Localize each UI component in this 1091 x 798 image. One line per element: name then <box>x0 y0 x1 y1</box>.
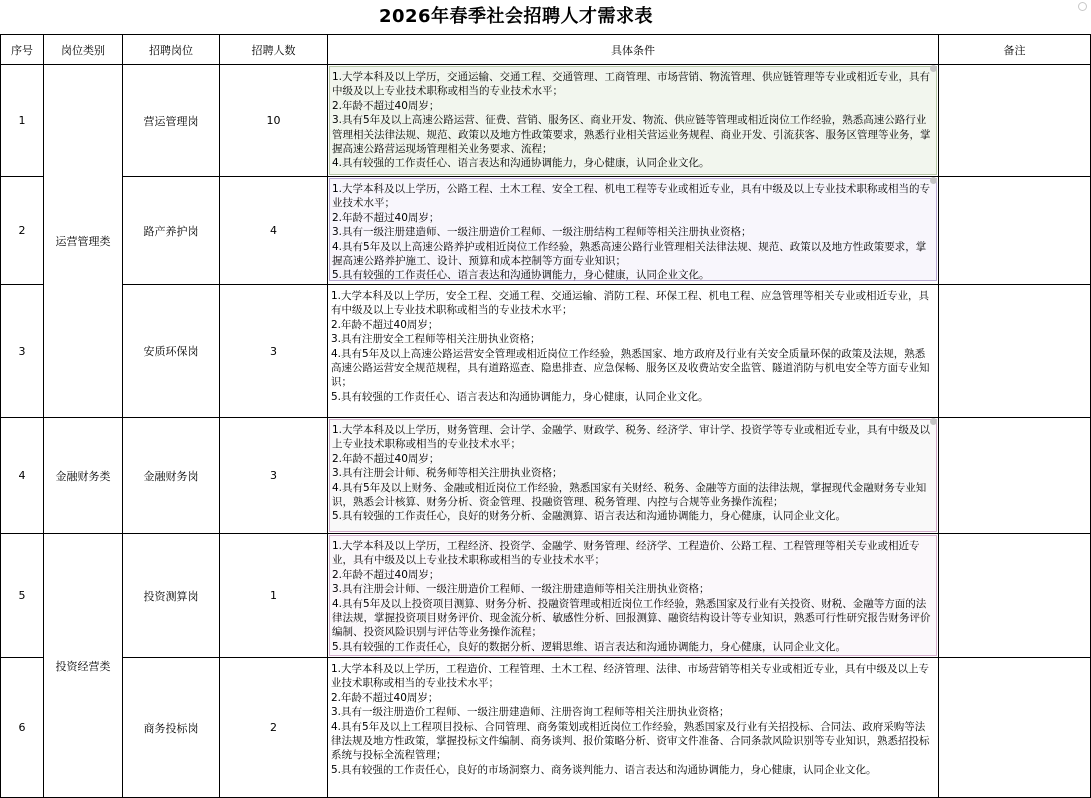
table-row <box>1 658 1091 798</box>
row-seq: 4 <box>1 418 44 534</box>
requirement-line: 2.年龄不超过40周岁； <box>332 568 440 581</box>
position-cell: 营运管理岗 <box>123 65 220 177</box>
row-seq: 1 <box>1 65 44 177</box>
remarks-cell <box>939 418 1091 534</box>
comment-indicator-icon <box>930 65 937 72</box>
count-cell: 4 <box>220 177 328 285</box>
position-cell: 商务投标岗 <box>123 658 220 798</box>
requirement-line: 4.具有5年及以上高速公路养护或相近岗位工作经验，熟悉高速公路行业管理相关法律法规、规范、政策以及地方性政策要求，掌握高速公路养护施工、设计、预算和成本控制等方面专业知识； <box>332 240 927 268</box>
requirement-line: 2.年龄不超过40周岁； <box>331 691 439 704</box>
requirement-line: 3.具有一级注册建造师、一级注册造价工程师、一级注册结构工程师等相关注册执业资格； <box>332 226 752 239</box>
requirements-text <box>329 66 937 175</box>
requirement-line: 4.具有较强的工作责任心、语言表达和沟通协调能力，身心健康，认同企业文化。 <box>332 157 710 170</box>
row-seq: 5 <box>1 534 44 658</box>
remarks-cell <box>939 534 1091 658</box>
requirements-text <box>329 178 937 281</box>
remarks-cell <box>939 65 1091 177</box>
remarks-cell <box>939 285 1091 418</box>
position-cell: 路产养护岗 <box>123 177 220 285</box>
requirement-line: 5.具有较强的工作责任心、语言表达和沟通协调能力，身心健康，认同企业文化。 <box>331 390 709 403</box>
requirement-line: 1.大学本科及以上学历，工程造价、工程管理、土木工程、经济管理、法律、市场营销等相关专业或相近专业，具有中级及以上专业技术职称或相当的专业技术水平； <box>331 663 930 690</box>
requirement-line: 5.具有较强的工作责任心，良好的财务分析、金融测算、语言表达和沟通协调能力，身心健康，认同企业文化。 <box>332 510 847 523</box>
requirement-line: 1.大学本科及以上学历，工程经济、投资学、金融学、财务管理、经济学、工程造价、公路工程、工程管理等相关专业或相近专业，具有中级及以上专业技术职称或相当的专业技术水平； <box>332 540 920 567</box>
requirements-cell <box>328 418 939 534</box>
requirement-line: 4.具有5年及以上高速公路运营安全管理或相近岗位工作经验，熟悉国家、地方政府及行业有关安全质量环保的政策及法规，熟悉高速公路运营安全规范规程，具有道路巡查、隐患排查、应急保畅、服务区及收费站安全监管、隧道消防与机电安全等方面专业知识； <box>331 347 930 389</box>
requirements-cell <box>328 534 939 658</box>
sheet-title: 2026年春季社会招聘人才需求表 <box>378 6 654 27</box>
position-cell: 投资测算岗 <box>123 534 220 658</box>
requirement-line: 5.具有较强的工作责任心，良好的市场洞察力、商务谈判能力、语言表达和沟通协调能力，身心健康，认同企业文化。 <box>331 763 877 776</box>
table-row <box>1 177 1091 285</box>
requirements-table <box>0 34 1091 798</box>
requirement-line: 5.具有较强的工作责任心、语言表达和沟通协调能力，身心健康，认同企业文化。 <box>332 269 710 282</box>
requirement-line: 1.大学本科及以上学历，财务管理、会计学、金融学、财政学、税务、经济学、审计学、投资学等专业或相近专业，具有中级及以上专业技术职称或相当的专业技术水平； <box>332 424 931 451</box>
header-requirements: 具体条件 <box>328 35 939 65</box>
category-cell: 金融财务类 <box>44 418 123 534</box>
requirement-line: 1.大学本科及以上学历，安全工程、交通工程、交通运输、消防工程、环保工程、机电工程、应急管理等相关专业或相近专业，具有中级及以上专业技术职称或相当的专业技术水平； <box>331 290 930 317</box>
requirements-cell <box>328 658 939 798</box>
table-row <box>1 534 1091 658</box>
requirement-line: 3.具有注册会计师、税务师等相关注册执业资格； <box>332 467 563 480</box>
requirement-line: 1.大学本科及以上学历，公路工程、土木工程、安全工程、机电工程等专业或相近专业，具有中级及以上专业技术职称或相当的专业技术水平； <box>332 183 931 210</box>
requirements-text <box>329 535 937 656</box>
requirement-line: 4.具有5年及以上财务、金融或相近岗位工作经验，熟悉国家有关财经、税务、金融等方面的法律法规，掌握现代金融财务专业知识，熟悉会计核算、财务分析、资金管理、投融资管理、税务管理、内控与合规等业务操作流程； <box>332 481 927 509</box>
table-row <box>1 65 1091 177</box>
table-row <box>1 285 1091 418</box>
requirement-line: 2.年龄不超过40周岁； <box>331 318 439 331</box>
header-row <box>1 35 1091 65</box>
requirement-line: 3.具有注册会计师、一级注册造价工程师、一级注册建造师等相关注册执业资格； <box>332 583 710 596</box>
position-cell: 安质环保岗 <box>123 285 220 418</box>
requirements-text <box>329 286 937 417</box>
table-row <box>1 418 1091 534</box>
row-seq: 2 <box>1 177 44 285</box>
requirement-line: 5.具有较强的工作责任心，良好的数据分析、逻辑思维、语言表达和沟通协调能力，身心健康，认同企业文化。 <box>332 640 847 653</box>
count-cell: 10 <box>220 65 328 177</box>
requirement-line: 3.具有一级注册造价工程师、一级注册建造师、注册咨询工程师等相关注册执业资格； <box>331 706 730 719</box>
position-cell: 金融财务岗 <box>123 418 220 534</box>
comment-marker-icon <box>1078 2 1087 11</box>
remarks-cell <box>939 177 1091 285</box>
requirements-cell <box>328 177 939 285</box>
remarks-cell <box>939 658 1091 798</box>
category-cell: 运营管理类 <box>44 65 123 418</box>
requirements-text <box>329 659 937 797</box>
requirements-cell <box>328 65 939 177</box>
requirement-line: 2.年龄不超过40周岁； <box>332 99 440 112</box>
requirement-line: 3.具有5年及以上高速公路运营、征费、营销、服务区、商业开发、物流、供应链等管理或相近岗位工作经验，熟悉高速公路行业管理相关法律法规、规范、政策以及地方性政策要求，熟悉行业相关营运业务规程、商业开发、引流获客、服务区管理等业务，掌握高速公路营运现场管理相关业务要求、流程； <box>332 114 931 156</box>
comment-indicator-icon <box>930 177 937 184</box>
header-remarks: 备注 <box>939 35 1091 65</box>
requirement-line: 1.大学本科及以上学历，交通运输、交通工程、交通管理、工商管理、市场营销、物流管理、供应链管理等专业或相近专业，具有中级及以上专业技术职称或相当的专业技术水平； <box>332 71 931 98</box>
count-cell: 2 <box>220 658 328 798</box>
count-cell: 1 <box>220 534 328 658</box>
requirements-cell <box>328 285 939 418</box>
header-category: 岗位类别 <box>44 35 123 65</box>
requirement-line: 2.年龄不超过40周岁； <box>332 452 440 465</box>
row-seq: 3 <box>1 285 44 418</box>
header-count: 招聘人数 <box>220 35 328 65</box>
requirement-line: 4.具有5年及以上投资项目测算、财务分析、投融资管理或相近岗位工作经验，熟悉国家及行业有关投资、财税、金融等方面的法律法规，掌握投资项目财务评价、现金流分析、敏感性分析、回报测算、融资结构设计等专业知识，熟悉可行性研究报告财务评价编制、投资风险识别与评估等业务操作流程； <box>332 597 931 639</box>
header-seq: 序号 <box>1 35 44 65</box>
count-cell: 3 <box>220 418 328 534</box>
count-cell: 3 <box>220 285 328 418</box>
requirement-line: 3.具有注册安全工程师等相关注册执业资格； <box>331 333 541 346</box>
requirement-line: 2.年龄不超过40周岁； <box>332 211 440 224</box>
comment-indicator-icon <box>930 418 937 425</box>
header-position: 招聘岗位 <box>123 35 220 65</box>
category-cell: 投资经营类 <box>44 534 123 798</box>
requirements-text <box>329 419 937 532</box>
title-row <box>0 0 1091 35</box>
row-seq: 6 <box>1 658 44 798</box>
requirement-line: 4.具有5年及以上工程项目投标、合同管理、商务策划或相近岗位工作经验，熟悉国家及行业有关招投标、合同法、政府采购等法律法规及地方性政策，掌握投标文件编制、商务谈判、报价策略分析、资审文件准备、合同条款风险识别等专业知识，熟悉招投标系统与投标全流程管理； <box>331 720 930 762</box>
